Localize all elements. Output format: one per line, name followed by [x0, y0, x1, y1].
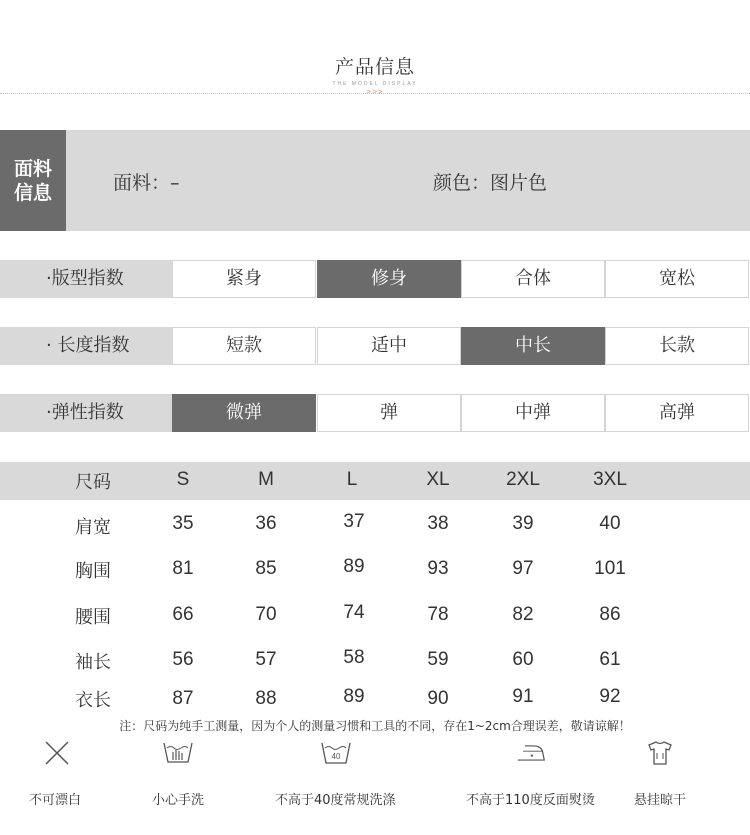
size-value: 87: [172, 688, 194, 709]
size-row-label: 衣长: [75, 690, 111, 711]
size-value: 40: [599, 513, 621, 534]
size-value: 60: [512, 649, 534, 670]
size-col-label: 尺码: [75, 472, 111, 493]
elasticity-option-1: 微弹: [172, 394, 316, 432]
fabric-material: 面料：–: [113, 172, 180, 194]
size-value: 59: [427, 649, 449, 670]
fit-option-2: 修身: [317, 260, 461, 298]
fit-option-1: 紧身: [172, 260, 316, 298]
size-value: 82: [512, 604, 534, 625]
elasticity-option-2: 弹: [317, 394, 461, 432]
size-value: 37: [343, 511, 365, 532]
header-arrows: >>>: [366, 87, 384, 96]
fabric-label-line2: 信息: [13, 181, 52, 204]
size-value: 57: [255, 649, 277, 670]
size-value: 88: [255, 688, 277, 709]
size-value: 61: [599, 649, 621, 670]
size-value: 56: [172, 649, 194, 670]
size-value: 93: [427, 558, 449, 579]
elasticity-option-3: 中弹: [461, 394, 605, 432]
care-label-iron: 不高于110度反面熨烫: [466, 793, 595, 808]
size-value: 89: [343, 556, 365, 577]
size-value: 78: [427, 604, 449, 625]
size-value: 91: [512, 686, 534, 707]
elasticity-option-4: 高弹: [605, 394, 749, 432]
fit-option-3: 合体: [461, 260, 605, 298]
size-col-3xl: 3XL: [593, 469, 627, 490]
page-subtitle: THE MODEL DISPLAY: [332, 81, 418, 87]
length-index-label: · 长度指数: [0, 327, 172, 365]
hand-wash-icon: [163, 740, 193, 766]
size-col-m: M: [258, 469, 274, 490]
elasticity-index-label: ·弹性指数: [0, 394, 172, 432]
measurement-note: 注：尺码为纯手工测量，因为个人的测量习惯和工具的不同，存在1~2cm合理误差，敬请谅解！: [119, 719, 631, 733]
fabric-label-line1: 面料: [13, 157, 52, 180]
length-option-2: 适中: [317, 327, 461, 365]
wash-40-icon: [321, 740, 351, 766]
size-row-label: 胸围: [75, 561, 111, 582]
iron-icon: [516, 740, 546, 766]
size-value: 35: [172, 513, 194, 534]
fit-index-label: ·版型指数: [0, 260, 172, 298]
care-label-hand-wash: 小心手洗: [152, 793, 205, 808]
hang-dry-icon: [645, 740, 675, 766]
size-col-l: L: [346, 469, 358, 490]
length-index-row: [0, 327, 750, 365]
fabric-info-label: [0, 130, 66, 231]
size-col-2xl: 2XL: [506, 469, 540, 490]
size-value: 74: [343, 602, 365, 623]
size-col-s: S: [176, 469, 190, 490]
care-label-no-bleach: 不可漂白: [29, 793, 82, 808]
length-option-3: 中长: [461, 327, 605, 365]
size-value: 97: [512, 558, 534, 579]
wash-temp-label: 40: [331, 752, 341, 761]
size-col-xl: XL: [426, 469, 450, 490]
size-value: 86: [599, 604, 621, 625]
size-value: 38: [427, 513, 449, 534]
size-value: 89: [343, 686, 365, 707]
fit-option-4: 宽松: [605, 260, 749, 298]
size-value: 92: [599, 686, 621, 707]
size-value: 85: [255, 558, 277, 579]
page-title: 产品信息: [334, 56, 415, 78]
size-value: 90: [427, 688, 449, 709]
fabric-color: 颜色：图片色: [433, 172, 548, 194]
care-label-wash-40: 不高于40度常规洗涤: [275, 793, 396, 808]
no-bleach-icon: [42, 740, 72, 766]
fabric-info-bar: [0, 130, 750, 231]
size-row-label: 袖长: [75, 652, 111, 673]
size-value: 81: [172, 558, 194, 579]
size-table-header: [0, 462, 750, 500]
length-option-1: 短款: [172, 327, 316, 365]
size-value: 39: [512, 513, 534, 534]
size-row-label: 肩宽: [75, 517, 111, 538]
size-value: 70: [255, 604, 277, 625]
size-value: 58: [343, 647, 365, 668]
size-value: 101: [594, 558, 626, 579]
length-option-4: 长款: [605, 327, 749, 365]
size-row-label: 腰围: [75, 607, 111, 628]
size-value: 66: [172, 604, 194, 625]
care-label-hang-dry: 悬挂晾干: [634, 793, 687, 808]
fit-index-row: [0, 260, 750, 298]
size-value: 36: [255, 513, 277, 534]
elasticity-index-row: [0, 394, 750, 432]
